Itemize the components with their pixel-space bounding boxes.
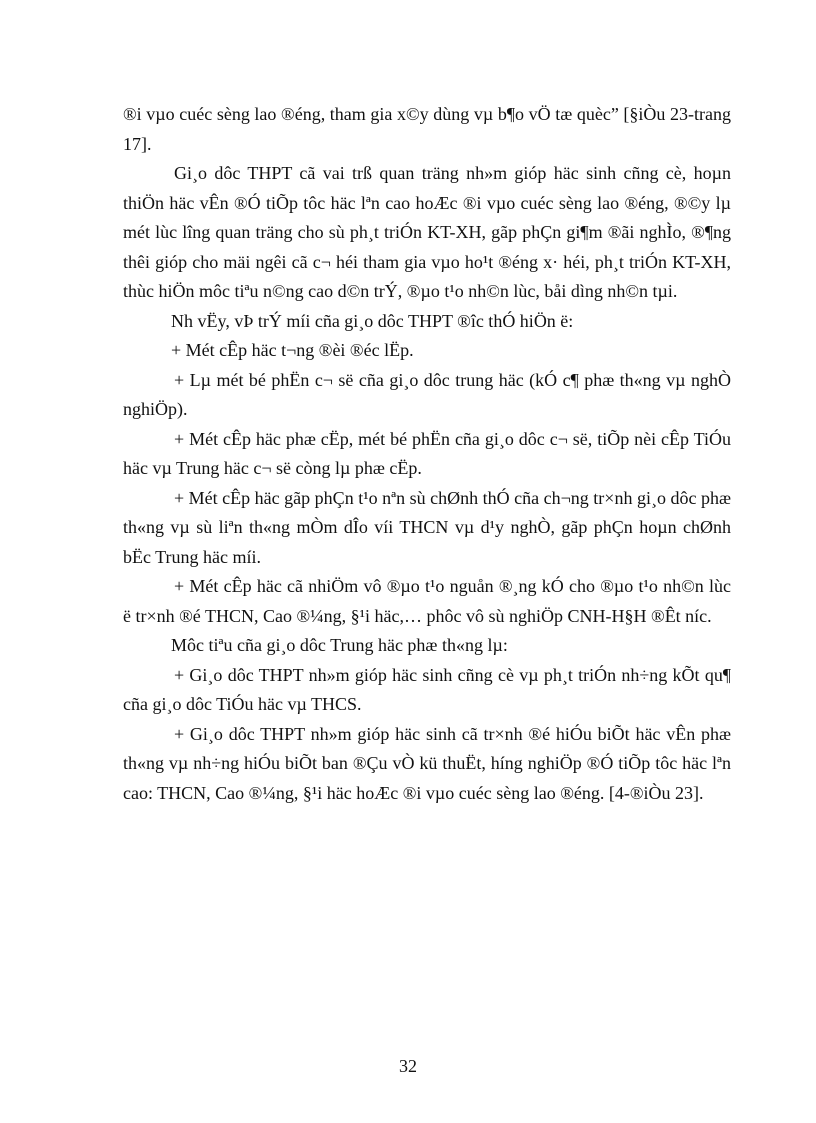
page-number: 32 <box>399 1056 417 1076</box>
list-item-goal-knowledge: + Gi¸o dôc THPT nh»m gióp häc sinh cã tr×nh ®é hiÓu biÕt häc vÊn phæ th«ng vµ nh÷ng hiÓu biÕt ban ®Çu vÒ kü thuËt, híng nghiÖp ®Ó tiÕp tôc häc lªn cao: THCN, Cao ®¼ng, §¹i häc hoÆc ®i vµo cuéc sèng lao ®éng. [4-®iÒu 23]. <box>123 723 731 803</box>
paragraph-goals-intro: Môc tiªu cña gi¸o dôc Trung häc phæ th«ng lµ: <box>171 635 508 655</box>
paragraph-thpt-role: Gi¸o dôc THPT cã vai trß quan träng nh»m gióp häc sinh cñng cè, hoµn thiÖn häc vÊn ®Ó tiÕp tôc häc lªn cao hoÆc ®i vµo cuéc sèng lao ®éng, ®©y lµ mét lùc lîng quan träng cho sù ph¸t triÓn KT-XH, gãp phÇn gi¶m ®ãi nghÌo, ®¶ng thêi gióp cho mäi ngêi cã c¬ héi tham gia vµo ho¹t ®éng x· héi, ph¸t triÓn KT-XH, thùc hiÖn môc tiªu n©ng cao d©n trÝ, ®µo t¹o nh©n lùc, båi dìng nh©n tµi. <box>123 163 731 301</box>
list-item-training-source: + Mét cÊp häc cã nhiÖm vô ®µo t¹o nguån ®¸ng kÓ cho ®µo t¹o nh©n lùc ë tr×nh ®é THCN, Cao ®¼ng, §¹i häc,… phôc vô sù nghiÖp CNH-H§H ®Êt níc. <box>123 576 731 626</box>
paragraph-continuation: ®i vµo cuéc sèng lao ®éng, tham gia x©y dùng vµ b¶o vÖ tæ quèc” [§iÒu 23-trang 17]. <box>123 104 731 154</box>
body-text <box>123 100 731 808</box>
list-item-goal-consolidate: + Gi¸o dôc THPT nh»m gióp häc sinh cñng cè vµ ph¸t triÓn nh÷ng kÕt qu¶ cña gi¸o dôc TiÓu häc vµ THCS. <box>123 664 731 714</box>
list-item-independent-level: + Mét cÊp häc t¬ng ®èi ®éc lËp. <box>171 340 414 360</box>
paragraph-new-position-intro: Nh vËy, vÞ trÝ míi cña gi¸o dôc THPT ®îc thÓ hiÖn ë: <box>171 310 574 331</box>
list-item-secondary-part: + Lµ mét bé phËn c¬ së cña gi¸o dôc trung häc (kÓ c¶ phæ th«ng vµ nghÒ nghiÖp). <box>123 369 731 419</box>
list-item-program-integrity: + Mét cÊp häc gãp phÇn t¹o nªn sù chØnh thÓ cña ch¬ng tr×nh gi¸o dôc phæ th«ng vµ sù liªn th«ng mÒm dÎo víi THCN vµ d¹y nghÒ, gãp phÇn hoµn chØnh bËc Trung häc míi. <box>123 487 731 567</box>
list-item-universal-level: + Mét cÊp häc phæ cËp, mét bé phËn cña gi¸o dôc c¬ së, tiÕp nèi cÊp TiÓu häc vµ Trung häc c¬ së còng lµ phæ cËp. <box>123 428 731 478</box>
